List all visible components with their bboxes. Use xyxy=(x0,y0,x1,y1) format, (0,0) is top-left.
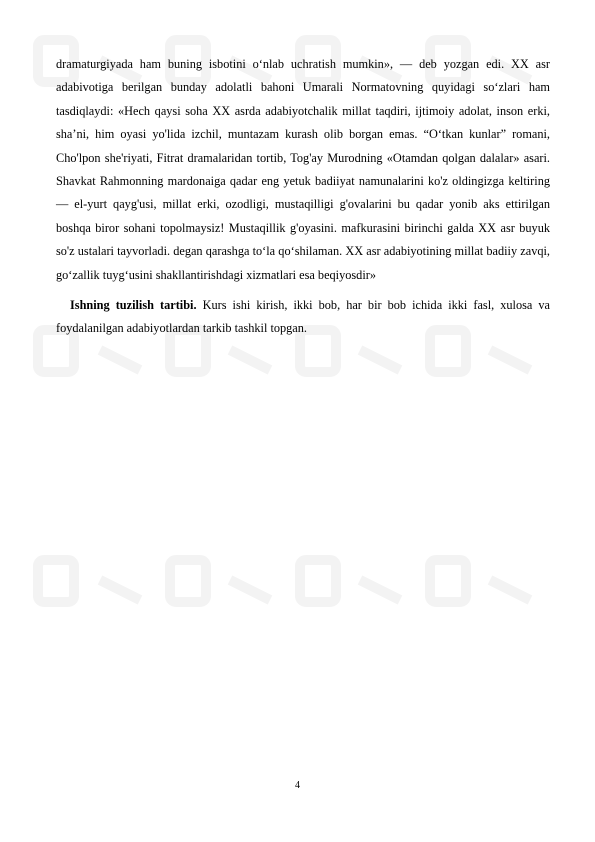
page-number: 4 xyxy=(295,780,300,791)
paragraph-2-text: Kurs ishi kirish, ikki bob, har bir bob ichida ikki fasl, xulosa va foydalanilgan adabiyotlardan tarkib tashkil topgan. xyxy=(56,298,550,336)
body-text xyxy=(56,53,550,341)
paragraph-2 xyxy=(56,294,550,341)
paragraph-1: dramaturgiyada ham buning isbotini o‘nlab uchratish mumkin», — deb yozgan edi. XX asr adabivotiga berilgan bunday adolatli bahoni Umarali Normatovning quyidagi so‘zlari ham tasdiqlaydi: «Hech qaysi soha XX asrda adabiyotchalik millat taqdiri, ijtimoiy adolat, inson erki, sha’ni, him oyasi yo'lida izchil, muntazam kurash olib borgan emas. “O‘tkan kunlar” romani, Cho'lpon she'riyati, Fitrat dramalaridan tortib, Tog'ay Murodning «Otamdan qolgan dalalar» asari. Shavkat Rahmonning mardonaiga qadar eng yetuk badiiyat namunalarini ko'z oldingizga keltiring — el-yurt qayg'usi, millat erki, ozodligi, mustaqilligi g'ovalarini bu qadar yonib aks ettirilgan boshqa biror sohani topolmaysiz! Mustaqillik g'oyasini. mafkurasini birinchi galda XX asr buyuk so'z ustalari tayvorladi. degan qarashga to‘la qo‘shilaman. XX asr adabiyotining millat badiiy zavqi, go‘zallik tuyg‘usini shakllantirishdagi xizmatlari esa beqiyosdir» xyxy=(56,57,550,282)
section-heading: Ishning tuzilish tartibi. xyxy=(70,298,197,313)
